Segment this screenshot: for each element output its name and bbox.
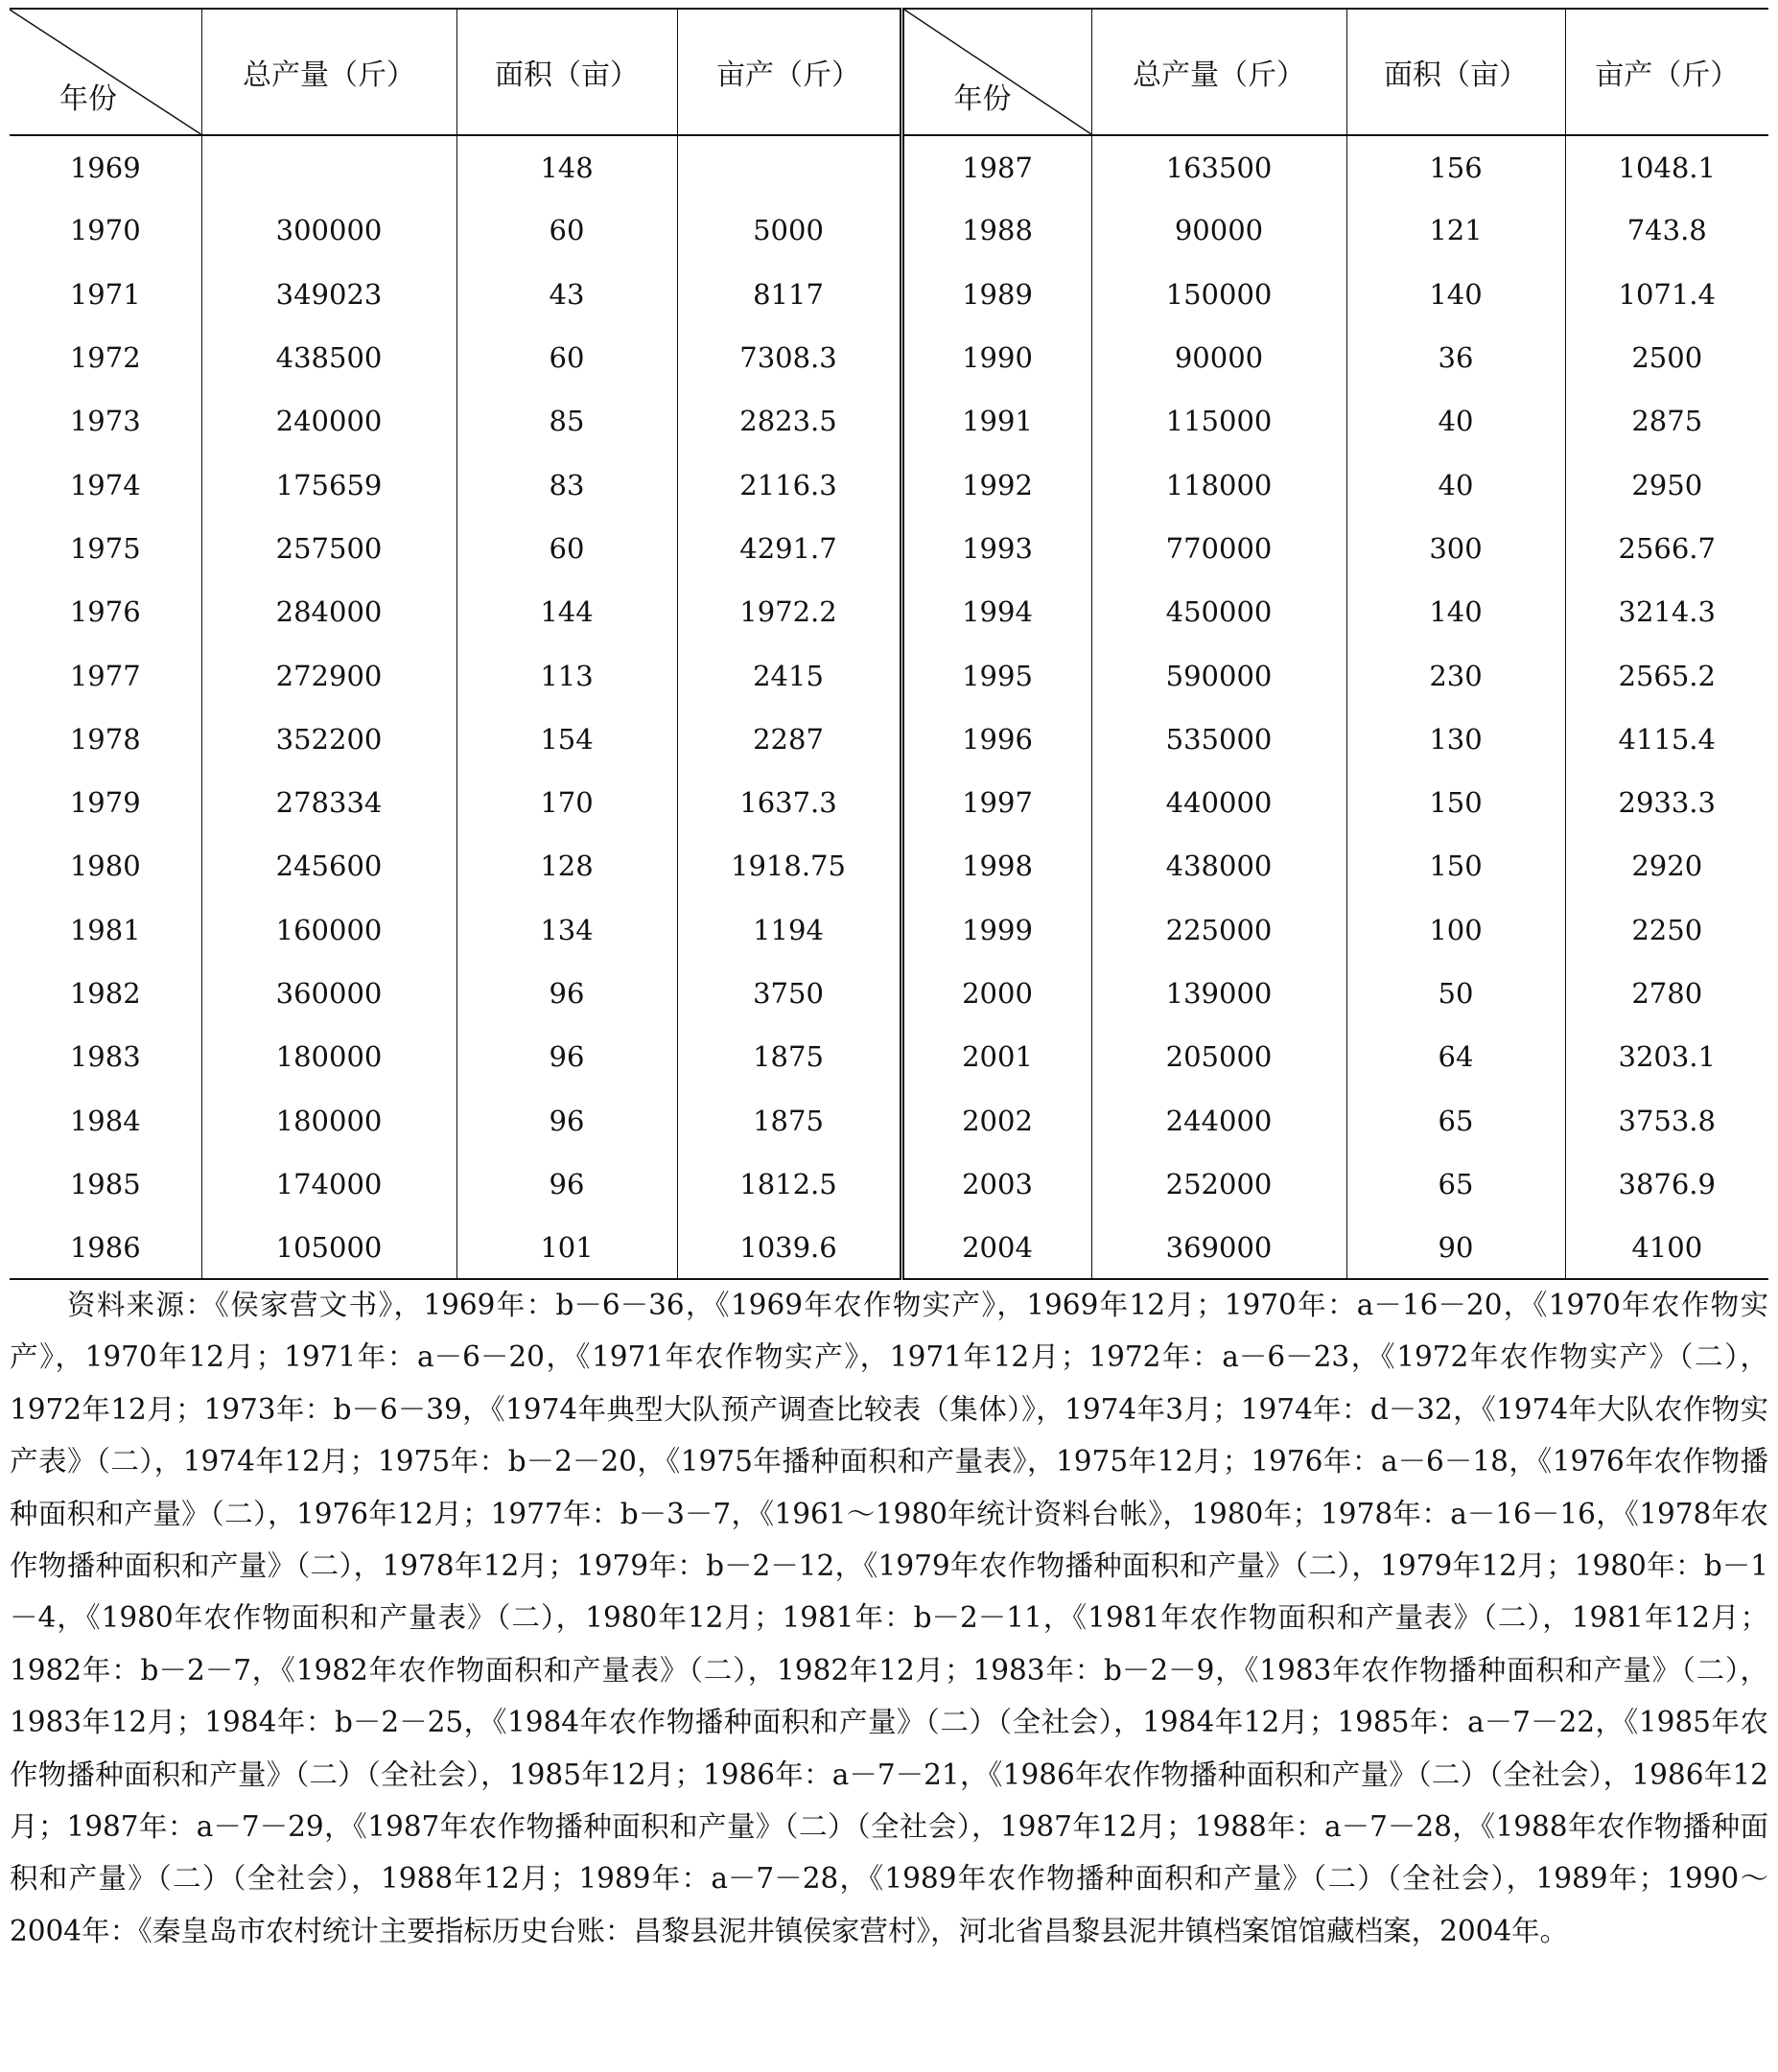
table-row bbox=[10, 708, 1768, 771]
left-area-cell: 144 bbox=[456, 580, 677, 643]
left-per-mu-cell: 1812.5 bbox=[677, 1152, 901, 1216]
table-row bbox=[10, 1025, 1768, 1088]
left-year-cell: 1983 bbox=[10, 1025, 201, 1088]
right-total-cell: 225000 bbox=[1091, 898, 1346, 962]
left-area-cell: 128 bbox=[456, 834, 677, 897]
right-area-cell: 130 bbox=[1346, 708, 1565, 771]
left-total-cell: 175659 bbox=[201, 453, 456, 516]
right-area-cell: 65 bbox=[1346, 1152, 1565, 1216]
right-total-cell: 438000 bbox=[1091, 834, 1346, 897]
right-total-cell: 252000 bbox=[1091, 1152, 1346, 1216]
right-area-cell: 140 bbox=[1346, 580, 1565, 643]
left-area-cell: 101 bbox=[456, 1216, 677, 1279]
left-area-cell: 60 bbox=[456, 326, 677, 389]
left-area-cell: 85 bbox=[456, 389, 677, 453]
table-row bbox=[10, 643, 1768, 707]
table-row bbox=[10, 580, 1768, 643]
left-per-mu-cell: 3750 bbox=[677, 962, 901, 1025]
right-per-mu-cell: 743.8 bbox=[1626, 214, 1707, 247]
left-year-cell: 1971 bbox=[10, 263, 201, 326]
right-area-cell: 65 bbox=[1346, 1088, 1565, 1152]
right-per-mu-cell: 3876.9 bbox=[1618, 1167, 1716, 1200]
left-per-mu-cell: 2287 bbox=[677, 708, 901, 771]
right-total-cell: 450000 bbox=[1091, 580, 1346, 643]
left-area-cell: 148 bbox=[456, 135, 677, 198]
table-row bbox=[10, 135, 1768, 198]
right-per-mu-cell: 2566.7 bbox=[1618, 531, 1716, 565]
year-label: 年份 bbox=[953, 82, 1012, 116]
right-per-mu-cell: 2933.3 bbox=[1618, 786, 1716, 820]
left-area-cell: 113 bbox=[456, 643, 677, 707]
left-total-cell: 257500 bbox=[201, 517, 456, 580]
right-per-mu-cell: 2780 bbox=[1631, 977, 1703, 1010]
right-area-cell: 90 bbox=[1346, 1216, 1565, 1279]
left-area-cell: 60 bbox=[456, 517, 677, 580]
left-year-cell: 1977 bbox=[10, 643, 201, 707]
left-per-mu-cell bbox=[677, 135, 901, 198]
right-per-mu-cell: 2250 bbox=[1631, 913, 1703, 946]
right-area-cell: 40 bbox=[1346, 453, 1565, 516]
right-total-cell: 440000 bbox=[1091, 771, 1346, 834]
left-total-cell: 160000 bbox=[201, 898, 456, 962]
right-area-cell: 300 bbox=[1346, 517, 1565, 580]
left-year-cell: 1974 bbox=[10, 453, 201, 516]
left-year-cell: 1980 bbox=[10, 834, 201, 897]
right-per-mu-cell: 3214.3 bbox=[1618, 595, 1716, 629]
right-total-cell: 115000 bbox=[1091, 389, 1346, 453]
table-row bbox=[10, 263, 1768, 326]
header-year-right bbox=[901, 9, 1091, 135]
left-area-cell: 96 bbox=[456, 1152, 677, 1216]
left-total-cell: 272900 bbox=[201, 643, 456, 707]
right-year-cell: 2003 bbox=[901, 1152, 1091, 1216]
right-area-cell: 156 bbox=[1346, 135, 1565, 198]
right-area-cell: 150 bbox=[1346, 834, 1565, 897]
right-year-cell: 2002 bbox=[901, 1088, 1091, 1152]
left-year-cell: 1969 bbox=[10, 135, 201, 198]
header-total-left: 总产量（斤） bbox=[201, 9, 456, 135]
right-year-cell: 1993 bbox=[901, 517, 1091, 580]
left-per-mu-cell: 1194 bbox=[677, 898, 901, 962]
left-year-cell: 1972 bbox=[10, 326, 201, 389]
right-area-cell: 150 bbox=[1346, 771, 1565, 834]
left-area-cell: 96 bbox=[456, 1025, 677, 1088]
header-area-right: 面积（亩） bbox=[1346, 9, 1565, 135]
left-total-cell: 360000 bbox=[201, 962, 456, 1025]
left-year-cell: 1978 bbox=[10, 708, 201, 771]
left-area-cell: 83 bbox=[456, 453, 677, 516]
left-per-mu-cell: 7308.3 bbox=[677, 326, 901, 389]
left-per-mu-cell: 1918.75 bbox=[677, 834, 901, 897]
right-per-mu-cell: 4100 bbox=[1565, 1216, 1768, 1279]
right-area-cell: 64 bbox=[1346, 1025, 1565, 1088]
left-year-cell: 1970 bbox=[10, 198, 201, 262]
left-area-cell: 134 bbox=[456, 898, 677, 962]
right-per-mu-cell: 1048.1 bbox=[1618, 151, 1716, 184]
right-year-cell: 1987 bbox=[901, 135, 1091, 198]
left-per-mu-cell: 2823.5 bbox=[677, 389, 901, 453]
right-area-cell: 40 bbox=[1346, 389, 1565, 453]
left-total-cell: 438500 bbox=[201, 326, 456, 389]
table-row bbox=[10, 1088, 1768, 1152]
header-total-right: 总产量（斤） bbox=[1091, 9, 1346, 135]
left-total-cell: 284000 bbox=[201, 580, 456, 643]
right-total-cell: 590000 bbox=[1091, 643, 1346, 707]
table-row bbox=[10, 326, 1768, 389]
production-table bbox=[10, 8, 1768, 1280]
left-per-mu-cell: 1637.3 bbox=[677, 771, 901, 834]
left-year-cell: 1985 bbox=[10, 1152, 201, 1216]
right-year-cell: 1989 bbox=[901, 263, 1091, 326]
right-per-mu-cell: 2500 bbox=[1631, 341, 1703, 375]
left-total-cell: 300000 bbox=[201, 198, 456, 262]
right-area-cell: 50 bbox=[1346, 962, 1565, 1025]
right-per-mu-cell: 2920 bbox=[1631, 850, 1703, 883]
left-year-cell: 1973 bbox=[10, 389, 201, 453]
table-row bbox=[10, 898, 1768, 962]
table-row bbox=[10, 517, 1768, 580]
left-total-cell: 105000 bbox=[201, 1216, 456, 1279]
right-year-cell: 1996 bbox=[901, 708, 1091, 771]
right-total-cell: 535000 bbox=[1091, 708, 1346, 771]
right-year-cell: 1994 bbox=[901, 580, 1091, 643]
right-year-cell: 2001 bbox=[901, 1025, 1091, 1088]
right-total-cell: 150000 bbox=[1091, 263, 1346, 326]
right-year-cell: 2000 bbox=[901, 962, 1091, 1025]
left-total-cell: 174000 bbox=[201, 1152, 456, 1216]
left-year-cell: 1979 bbox=[10, 771, 201, 834]
left-total-cell: 278334 bbox=[201, 771, 456, 834]
right-total-cell: 770000 bbox=[1091, 517, 1346, 580]
left-total-cell: 245600 bbox=[201, 834, 456, 897]
left-area-cell: 170 bbox=[456, 771, 677, 834]
right-year-cell: 2004 bbox=[901, 1216, 1091, 1279]
production-table-wrapper bbox=[10, 8, 1768, 1280]
left-total-cell: 352200 bbox=[201, 708, 456, 771]
right-total-cell: 118000 bbox=[1091, 453, 1346, 516]
left-total-cell: 349023 bbox=[201, 263, 456, 326]
left-per-mu-cell: 1875 bbox=[677, 1025, 901, 1088]
right-total-cell: 90000 bbox=[1091, 326, 1346, 389]
right-per-mu-cell: 2565.2 bbox=[1618, 659, 1716, 692]
header-permu-left: 亩产（斤） bbox=[677, 9, 901, 135]
right-year-cell: 1995 bbox=[901, 643, 1091, 707]
right-area-cell: 36 bbox=[1346, 326, 1565, 389]
table-row bbox=[10, 771, 1768, 834]
left-total-cell: 180000 bbox=[201, 1025, 456, 1088]
left-total-cell: 180000 bbox=[201, 1088, 456, 1152]
header-area-left: 面积（亩） bbox=[456, 9, 677, 135]
left-total-cell bbox=[201, 135, 456, 198]
left-year-cell: 1982 bbox=[10, 962, 201, 1025]
source-note: 资料来源：《侯家营文书》，1969年：b－6－36，《1969年农作物实产》，1969年12月；1970年：a－16－20，《1970年农作物实产》，1970年12月；1971年：a－6－20，《1971年农作物实产》，1971年12月；1972年：a－6－23，《1972年农作物实产》（二），1972年12月；1973年：b－6－39，《1974年典型大队预产调查比较表（集体）》，1974年3月；1974年：d－32，《1974年大队农作物实产表》（二），1974年12月；1975年：b－2－20，《1975年播种面积和产量表》，1975年12月；1976年：a－6－18，《1976年农作物播种面积和产量》（二），1976年12月；1977年：b－3－7，《1961～1980年统计资料台帐》，1980年；1978年：a－16－16，《1978年农作物播种面积和产量》（二），1978年12月；1979年：b－2－12，《1979年农作物播种面积和产量》（二），1979年12月；1980年：b－1－4，《1980年农作物面积和产量表》（二），1980年12月；1981年：b－2－11，《1981年农作物面积和产量表》（二），1981年12月；1982年：b－2－7，《1982年农作物面积和产量表》（二），1982年12月；1983年：b－2－9，《1983年农作物播种面积和产量》（二），1983年12月；1984年：b－2－25，《1984年农作物播种面积和产量》（二）（全社会），1984年12月；1985年：a－7－22，《1985年农作物播种面积和产量》（二）（全社会），1985年12月；1986年：a－7－21，《1986年农作物播种面积和产量》（二）（全社会），1986年12月；1987年：a－7－29，《1987年农作物播种面积和产量》（二）（全社会），1987年12月；1988年：a－7－28，《1988年农作物播种面积和产量》（二）（全社会），1988年12月；1989年：a－7－28，《1989年农作物播种面积和产量》（二）（全社会），1989年；1990～2004年：《秦皇岛市农村统计主要指标历史台账：昌黎县泥井镇侯家营村》，河北省昌黎县泥井镇档案馆馆藏档案，2004年。 bbox=[10, 1289, 1768, 1947]
right-per-mu-cell: 4115.4 bbox=[1618, 722, 1716, 756]
right-total-cell: 90000 bbox=[1091, 198, 1346, 262]
year-label: 年份 bbox=[59, 82, 117, 116]
table-row bbox=[10, 198, 1768, 262]
right-area-cell: 140 bbox=[1346, 263, 1565, 326]
right-year-cell: 1997 bbox=[901, 771, 1091, 834]
left-year-cell: 1984 bbox=[10, 1088, 201, 1152]
right-per-mu-cell: 2950 bbox=[1631, 468, 1703, 501]
right-area-cell: 121 bbox=[1346, 198, 1565, 262]
table-row bbox=[10, 389, 1768, 453]
right-total-cell: 244000 bbox=[1091, 1088, 1346, 1152]
table-body bbox=[10, 135, 1768, 1279]
left-area-cell: 96 bbox=[456, 1088, 677, 1152]
table-row bbox=[10, 453, 1768, 516]
right-per-mu-cell: 1071.4 bbox=[1618, 277, 1716, 311]
table-row bbox=[10, 962, 1768, 1025]
left-total-cell: 240000 bbox=[201, 389, 456, 453]
left-area-cell: 96 bbox=[456, 962, 677, 1025]
right-area-cell: 100 bbox=[1346, 898, 1565, 962]
right-year-cell: 1992 bbox=[901, 453, 1091, 516]
left-per-mu-cell: 8117 bbox=[677, 263, 901, 326]
right-year-cell: 1999 bbox=[901, 898, 1091, 962]
table-row bbox=[10, 834, 1768, 897]
right-total-cell: 205000 bbox=[1091, 1025, 1346, 1088]
left-per-mu-cell: 1972.2 bbox=[677, 580, 901, 643]
left-year-cell: 1975 bbox=[10, 517, 201, 580]
right-year-cell: 1988 bbox=[901, 198, 1091, 262]
left-year-cell: 1976 bbox=[10, 580, 201, 643]
right-total-cell: 163500 bbox=[1091, 135, 1346, 198]
left-year-cell: 1981 bbox=[10, 898, 201, 962]
left-year-cell: 1986 bbox=[10, 1216, 201, 1279]
left-area-cell: 43 bbox=[456, 263, 677, 326]
right-year-cell: 1990 bbox=[901, 326, 1091, 389]
left-per-mu-cell: 1875 bbox=[677, 1088, 901, 1152]
left-per-mu-cell: 1039.6 bbox=[677, 1216, 901, 1279]
left-per-mu-cell: 4291.7 bbox=[677, 517, 901, 580]
right-year-cell: 1991 bbox=[901, 389, 1091, 453]
header-row bbox=[10, 9, 1768, 135]
right-total-cell: 369000 bbox=[1091, 1216, 1346, 1279]
right-area-cell: 230 bbox=[1346, 643, 1565, 707]
left-per-mu-cell: 5000 bbox=[677, 198, 901, 262]
right-total-cell: 139000 bbox=[1091, 962, 1346, 1025]
left-area-cell: 60 bbox=[456, 198, 677, 262]
left-per-mu-cell: 2116.3 bbox=[677, 453, 901, 516]
right-per-mu-cell: 3753.8 bbox=[1618, 1104, 1716, 1137]
right-per-mu-cell: 2875 bbox=[1631, 405, 1703, 438]
table-row bbox=[10, 1216, 1768, 1279]
left-area-cell: 154 bbox=[456, 708, 677, 771]
header-year-left bbox=[10, 9, 201, 135]
right-per-mu-cell: 3203.1 bbox=[1618, 1040, 1716, 1074]
right-year-cell: 1998 bbox=[901, 834, 1091, 897]
header-permu-right: 亩产（斤） bbox=[1565, 9, 1768, 135]
table-row bbox=[10, 1152, 1768, 1216]
left-per-mu-cell: 2415 bbox=[677, 643, 901, 707]
